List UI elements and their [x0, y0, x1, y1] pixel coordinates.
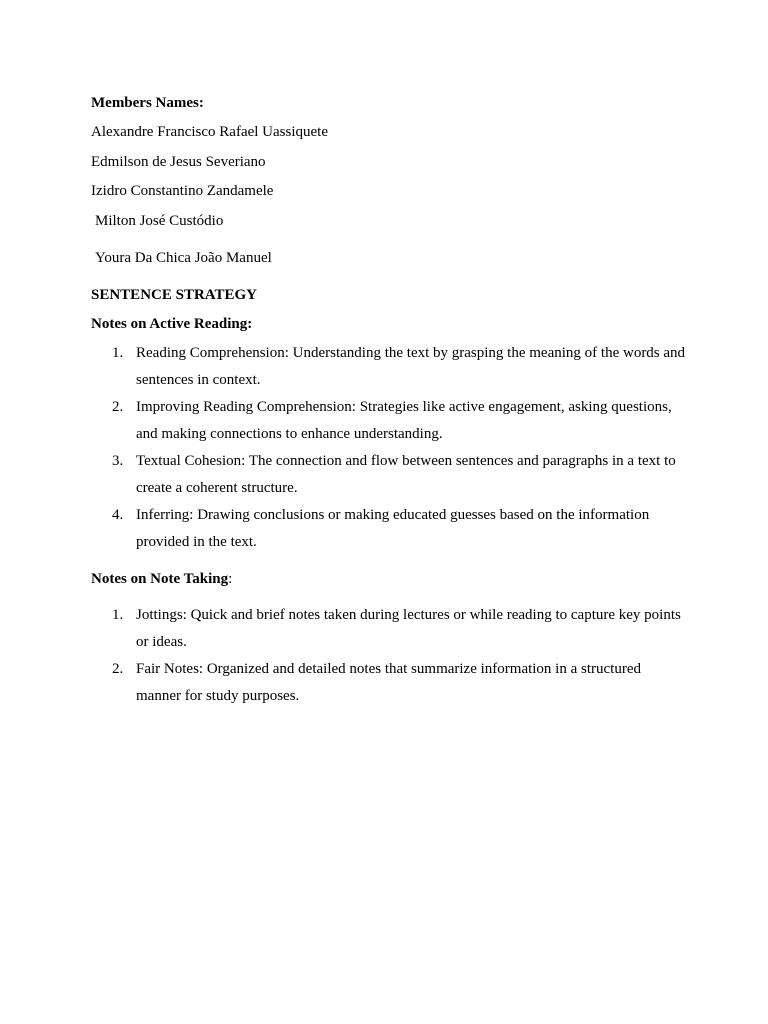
list-item	[91, 602, 686, 656]
list-item-text: Fair Notes: Organized and detailed notes that summarize information in a structured manner for study purposes.	[136, 661, 641, 704]
member-name: Milton José Custódio	[95, 213, 224, 229]
list-item	[91, 340, 686, 394]
list-item-text: Inferring: Drawing conclusions or making educated guesses based on the information provided in the text.	[136, 507, 650, 550]
list-number: 3.	[112, 453, 124, 469]
note-taking-list	[91, 602, 691, 710]
list-number: 2.	[112, 661, 124, 677]
active-reading-heading: Notes on Active Reading:	[91, 316, 253, 332]
list-number: 2.	[112, 399, 124, 415]
list-item	[91, 656, 686, 710]
member-name: Izidro Constantino Zandamele	[91, 183, 274, 199]
member-name: Youra Da Chica João Manuel	[95, 250, 272, 266]
list-item-text: Reading Comprehension: Understanding the text by grasping the meaning of the words and sentences in context.	[136, 345, 686, 388]
list-item-text: Jottings: Quick and brief notes taken during lectures or while reading to capture key points or ideas.	[136, 607, 681, 650]
note-taking-heading-line	[91, 570, 232, 588]
list-item	[91, 394, 686, 448]
member-name: Edmilson de Jesus Severiano	[91, 154, 266, 170]
section-title: SENTENCE STRATEGY	[91, 287, 258, 303]
member-name: Alexandre Francisco Rafael Uassiquete	[91, 124, 328, 140]
list-item	[91, 502, 686, 556]
members-heading: Members Names:	[91, 95, 204, 111]
active-reading-list	[91, 340, 691, 556]
note-taking-heading: Notes on Note Taking	[91, 571, 229, 587]
list-number: 4.	[112, 507, 124, 523]
list-number: 1.	[112, 345, 124, 361]
list-item-text: Textual Cohesion: The connection and flow between sentences and paragraphs in a text to create a coherent structure.	[136, 453, 676, 496]
list-number: 1.	[112, 607, 124, 623]
list-item-text: Improving Reading Comprehension: Strategies like active engagement, asking questions, and making connections to enhance understanding.	[136, 399, 672, 442]
list-item	[91, 448, 686, 502]
note-taking-heading-colon: :	[228, 571, 233, 587]
